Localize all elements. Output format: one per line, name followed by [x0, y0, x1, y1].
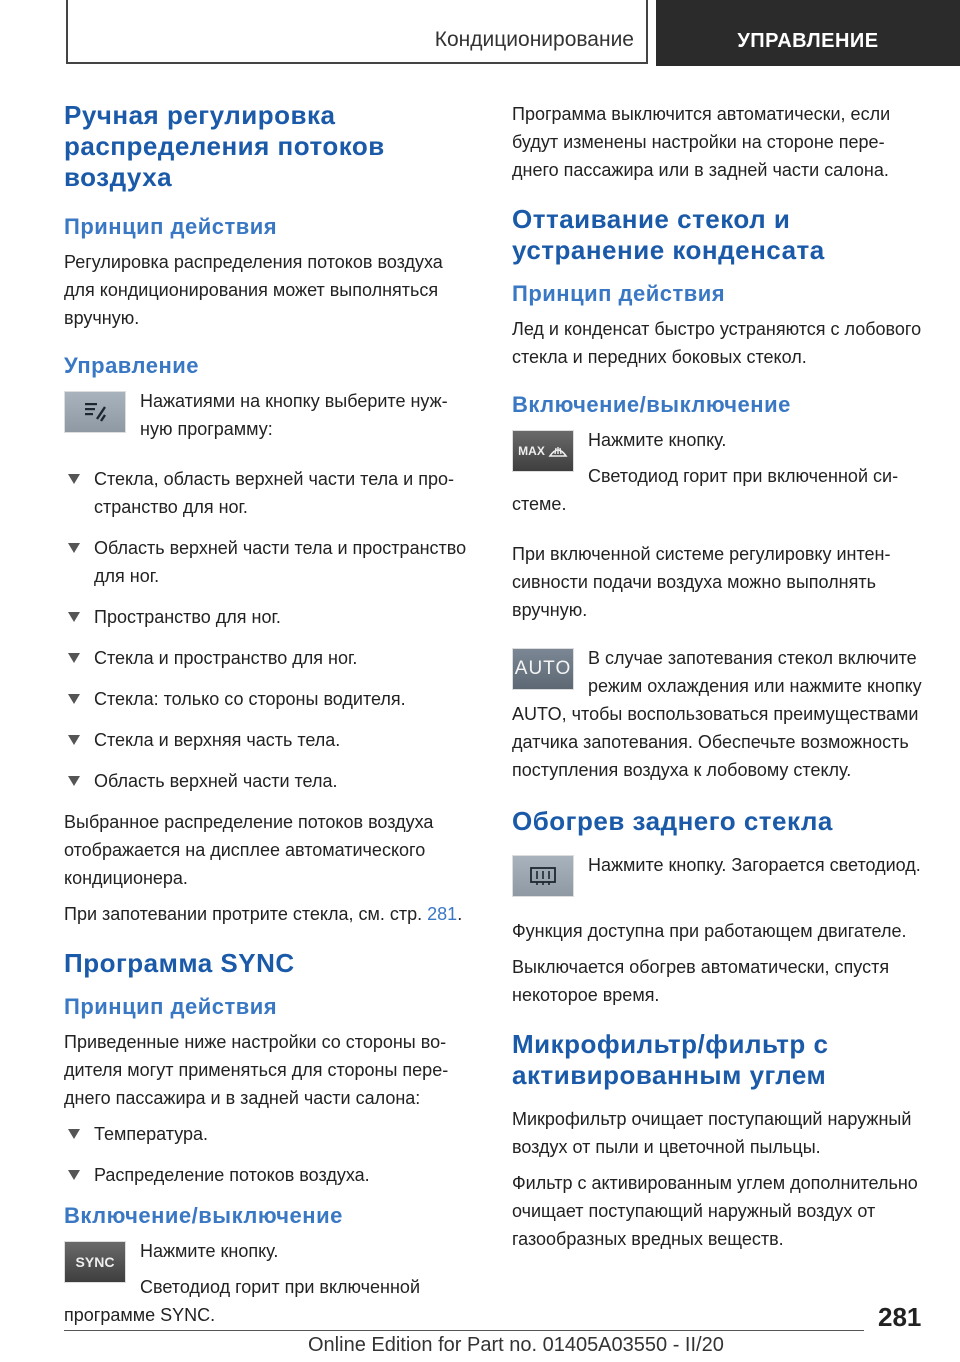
paragraph-microfilter: Микрофильтр очищает поступающий наружный воздух от пыли и цветочной пыльцы.: [512, 1109, 912, 1157]
left-column: [64, 100, 474, 1351]
list-item: Пространство для ног.: [64, 603, 474, 631]
paragraph-display: Выбранное распределение потоков воздуха отображается на дисплее автоматического кондиционера.: [64, 812, 434, 888]
section-title: УПРАВЛЕНИЕ: [737, 30, 879, 52]
bullet-triangle-icon: [68, 694, 80, 704]
footer-divider: [64, 1330, 864, 1331]
auto-button-icon: AUTO: [512, 648, 574, 690]
list-item: Распределение потоков воздуха.: [64, 1161, 474, 1189]
bullet-triangle-icon: [68, 612, 80, 622]
heading-filter: Микрофильтр/фильтр с активированным углем: [512, 1029, 829, 1090]
paragraph-defrost: Лед и конденсат быстро устраняются с лобового стекла и передних боковых стекол.: [512, 319, 922, 367]
paragraph-rear-off: Выключается обогрев автоматически, спустя некоторое время.: [512, 957, 890, 1005]
heading-control: Управление: [64, 353, 200, 378]
paragraph-principle: Регулировка распределения потоков воздуха для кондиционирования может выполняться вручную.: [64, 252, 443, 328]
heading-manual-airflow: Ручная регулировка распределения потоков воздуха: [64, 100, 385, 192]
list-item: Стекла и верхняя часть тела.: [64, 726, 474, 754]
chapter-title: Кондиционирование: [434, 28, 634, 51]
bullet-triangle-icon: [68, 543, 80, 553]
max-defrost-button-icon: MAX: [512, 430, 574, 472]
auto-sensor-text: В случае запотевания стекол включите режим охлаждения или нажмите кнопку AUTO, чтобы воспользоваться преимуществами датчика запотевания. Обеспечьте возможность поступления воздуха к лобовому стеклу.: [512, 648, 922, 780]
max-press-text: Нажмите кнопку.: [588, 430, 727, 450]
paragraph-sync: Приведенные ниже настройки со стороны водителя могут применяться для стороны переднего пассажира и в задней части салона:: [64, 1032, 449, 1108]
list-item: Стекла, область верхней части тела и пространство для ног.: [64, 465, 474, 521]
bullet-triangle-icon: [68, 474, 80, 484]
footer-edition: Online Edition for Part no. 01405A03550 - II/20: [308, 1334, 724, 1356]
auto-instruction: [512, 644, 922, 792]
windshield-icon: [548, 442, 568, 460]
rear-text: Нажмите кнопку. Загорается светодиод.: [588, 855, 921, 875]
sync-instruction: [64, 1237, 474, 1337]
list-item: Температура.: [64, 1120, 474, 1148]
header-title-box: [66, 0, 648, 64]
airflow-button-icon: [64, 391, 126, 433]
rear-defrost-button-icon: [512, 855, 574, 897]
page-number: 281: [878, 1302, 922, 1332]
bullet-triangle-icon: [68, 1170, 80, 1180]
heading-sync: Программа SYNC: [64, 948, 295, 978]
heading-defrost: Оттаивание стекол и устранение конденсата: [512, 204, 825, 265]
sync-list: [64, 1120, 474, 1189]
max-led-text: Светодиод горит при включенной системе.: [512, 466, 899, 514]
sync-button-icon: SYNC: [64, 1241, 126, 1283]
list-item: Стекла: только со стороны водителя.: [64, 685, 474, 713]
list-item: Стекла и пространство для ног.: [64, 644, 474, 672]
bullet-triangle-icon: [68, 776, 80, 786]
sync-press-text: Нажмите кнопку.: [140, 1241, 279, 1261]
paragraph-auto-off: Программа выключится автоматически, если будут изменены настройки на стороне переднего пассажира или в задней части салона.: [512, 104, 891, 180]
bullet-triangle-icon: [68, 653, 80, 663]
max-instruction: [512, 426, 922, 526]
heading-rear-window: Обогрев заднего стекла: [512, 806, 833, 836]
paragraph-intensity: При включенной системе регулировку интенсивности подачи воздуха можно выполнять вручную.: [512, 544, 891, 620]
paragraph-fog: При запотевании протрите стекла, см. стр. 281.: [64, 904, 463, 924]
bullet-triangle-icon: [68, 1129, 80, 1139]
paragraph-carbon-filter: Фильтр с активированным углем дополнительно очищает поступающий наружный воздух от газообразных вредных веществ.: [512, 1173, 918, 1249]
control-text: Нажатиями на кнопку выберите нужную программу:: [140, 391, 448, 439]
header-section-box: [656, 0, 960, 66]
heading-sync-principle: Принцип действия: [64, 994, 278, 1019]
heading-defrost-principle: Принцип действия: [512, 281, 726, 306]
heading-sync-onoff: Включение/выключение: [64, 1203, 343, 1228]
heading-principle: Принцип действия: [64, 214, 278, 239]
control-instruction: [64, 387, 474, 451]
list-item: Область верхней части тела и пространство для ног.: [64, 534, 474, 590]
right-column: [512, 100, 922, 1273]
paragraph-rear-engine: Функция доступна при работающем двигателе.: [512, 921, 907, 941]
sync-led-text: Светодиод горит при включенной программе SYNC.: [64, 1277, 420, 1325]
rear-instruction: [512, 851, 922, 903]
page-link-281[interactable]: 281: [427, 904, 458, 924]
bullet-triangle-icon: [68, 735, 80, 745]
heading-defrost-onoff: Включение/выключение: [512, 392, 791, 417]
list-item: Область верхней части тела.: [64, 767, 474, 795]
program-list: [64, 465, 474, 795]
